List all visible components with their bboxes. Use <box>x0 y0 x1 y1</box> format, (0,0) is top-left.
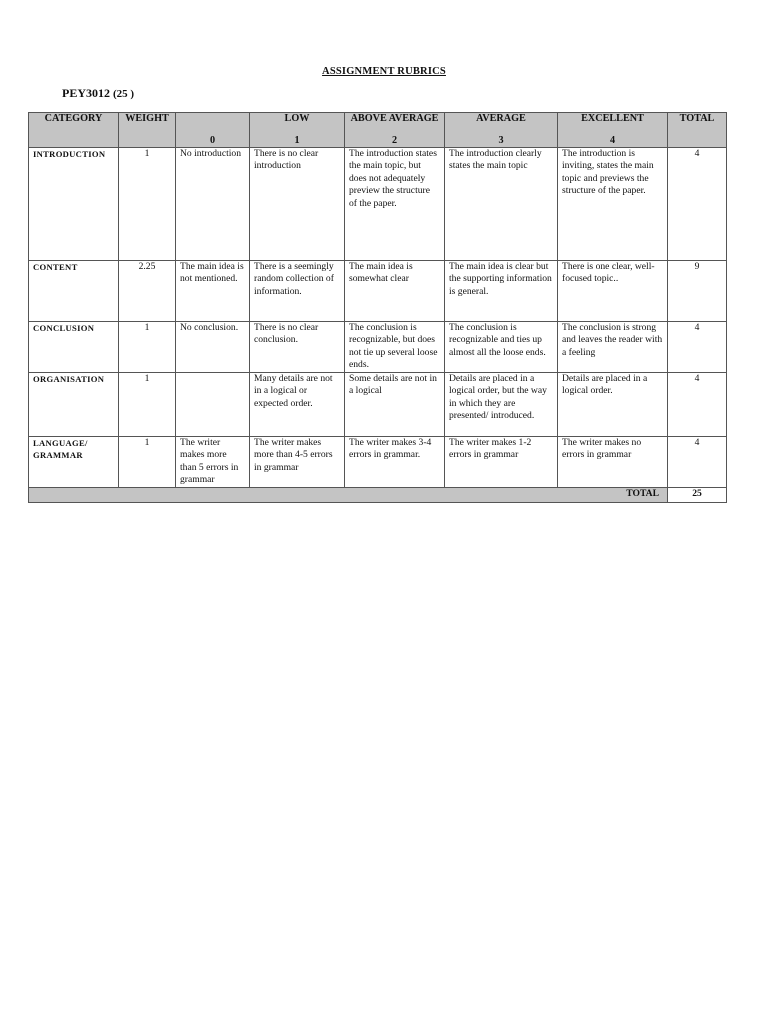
header-score: 3 <box>498 135 504 146</box>
row-total: 4 <box>668 148 727 261</box>
row-score-1: There is no clear conclusion. <box>250 322 345 373</box>
header-score-0 <box>176 113 250 148</box>
row-category: INTRODUCTION <box>29 148 119 261</box>
rubric-table <box>28 112 727 503</box>
row-total: 4 <box>668 437 727 488</box>
header-label: TOTAL <box>679 113 715 124</box>
table-row <box>29 322 727 373</box>
row-weight: 2.25 <box>119 261 176 322</box>
header-row <box>29 113 727 148</box>
row-score-2: The writer makes 3-4 errors in grammar. <box>345 437 445 488</box>
course-code-text: PEY3012 <box>62 86 110 100</box>
course-marks: (25 ) <box>113 88 135 100</box>
header-score: 0 <box>209 135 216 146</box>
row-category: ORGANISATION <box>29 373 119 437</box>
header-label: ABOVE AVERAGE <box>350 113 439 124</box>
row-score-0 <box>176 373 250 437</box>
total-value: 25 <box>668 488 727 503</box>
total-label: TOTAL <box>29 488 668 503</box>
row-score-3: The writer makes 1-2 errors in grammar <box>445 437 558 488</box>
header-category <box>29 113 119 148</box>
table-row <box>29 261 727 322</box>
course-code <box>62 86 134 101</box>
header-label: CATEGORY <box>44 113 103 124</box>
row-total: 4 <box>668 373 727 437</box>
row-score-0: No introduction <box>176 148 250 261</box>
row-score-4: The conclusion is strong and leaves the reader with a feeling <box>558 322 668 373</box>
row-score-4: The introduction is inviting, states the main topic and previews the structure of the paper. <box>558 148 668 261</box>
row-score-0: The main idea is not mentioned. <box>176 261 250 322</box>
row-score-4: The writer makes no errors in grammar <box>558 437 668 488</box>
row-score-2: Some details are not in a logical <box>345 373 445 437</box>
row-score-4: There is one clear, well-focused topic.. <box>558 261 668 322</box>
header-label: EXCELLENT <box>581 113 644 124</box>
header-score: 1 <box>294 135 300 146</box>
row-score-1: Many details are not in a logical or expected order. <box>250 373 345 437</box>
row-score-2: The main idea is somewhat clear <box>345 261 445 322</box>
row-weight: 1 <box>119 437 176 488</box>
header-label: AVERAGE <box>476 113 526 124</box>
row-weight: 1 <box>119 148 176 261</box>
row-total: 4 <box>668 322 727 373</box>
row-score-3: The introduction clearly states the main topic <box>445 148 558 261</box>
header-score: 2 <box>391 135 398 146</box>
row-score-4: Details are placed in a logical order. <box>558 373 668 437</box>
header-weight <box>119 113 176 148</box>
row-score-1: There is no clear introduction <box>250 148 345 261</box>
row-score-3: The conclusion is recognizable and ties up almost all the loose ends. <box>445 322 558 373</box>
row-category: CONCLUSION <box>29 322 119 373</box>
row-score-0: No conclusion. <box>176 322 250 373</box>
total-row <box>29 488 727 503</box>
table-row <box>29 148 727 261</box>
row-weight: 1 <box>119 322 176 373</box>
row-category: LANGUAGE/ GRAMMAR <box>29 437 119 488</box>
row-score-1: The writer makes more than 4-5 errors in grammar <box>250 437 345 488</box>
header-excellent <box>558 113 668 148</box>
row-weight: 1 <box>119 373 176 437</box>
table-row <box>29 373 727 437</box>
document-title: ASSIGNMENT RUBRICS <box>322 66 446 77</box>
header-label: LOW <box>284 113 310 124</box>
table-row <box>29 437 727 488</box>
header-low <box>250 113 345 148</box>
row-category: CONTENT <box>29 261 119 322</box>
header-above-average <box>345 113 445 148</box>
row-score-3: Details are placed in a logical order, but the way in which they are presented/ introduced. <box>445 373 558 437</box>
row-total: 9 <box>668 261 727 322</box>
header-average <box>445 113 558 148</box>
row-score-2: The introduction states the main topic, but does not adequately preview the structure of the paper. <box>345 148 445 261</box>
row-score-2: The conclusion is recognizable, but does not tie up several loose ends. <box>345 322 445 373</box>
row-score-0: The writer makes more than 5 errors in grammar <box>176 437 250 488</box>
row-score-1: There is a seemingly random collection of information. <box>250 261 345 322</box>
header-total <box>668 113 727 148</box>
row-score-3: The main idea is clear but the supporting information is general. <box>445 261 558 322</box>
header-score: 4 <box>609 135 616 146</box>
header-label: WEIGHT <box>125 113 169 124</box>
